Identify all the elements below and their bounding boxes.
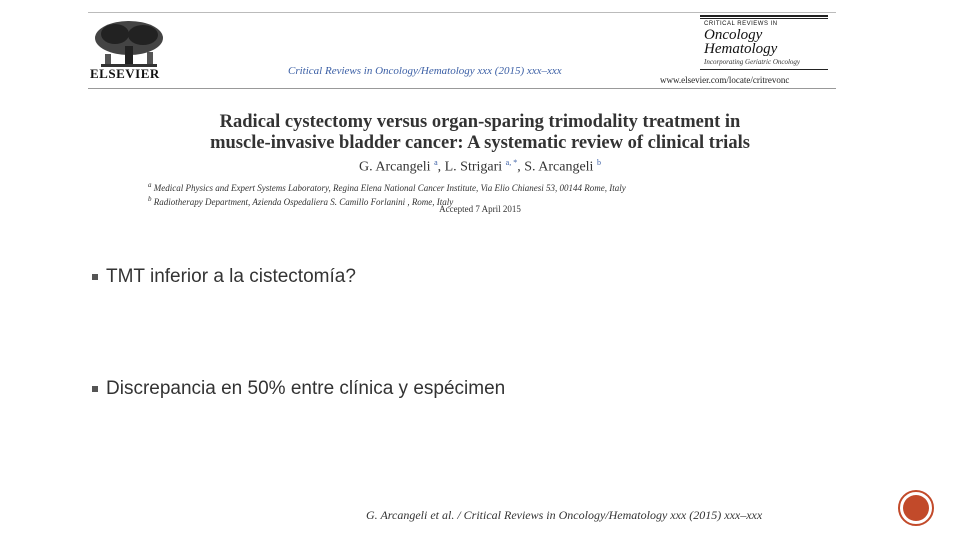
cover-kicker: CRITICAL REVIEWS IN (704, 21, 778, 27)
affiliation-item: $^b$ Radiotherapy Department, Azienda Ospedaliera S. Camillo Forlanini , Rome, Italy (148, 195, 454, 207)
bullet-item (92, 266, 356, 288)
author-affiliation-mark: b (596, 158, 601, 167)
journal-reference: Critical Reviews in Oncology/Hematology xxx (2015) xxx–xxx (288, 65, 562, 77)
author-list: G. Arcangeli $^a$, L. Strigari $^{a, *}$, S. Arcangeli $^b$ (359, 158, 601, 175)
bullet-text: Discrepancia en 50% entre clínica y espécimen (106, 378, 506, 399)
header-top-rule (88, 12, 836, 13)
author-affiliation-mark: a, * (505, 158, 518, 167)
author-affiliation-mark: a (434, 158, 438, 167)
bullet-square-icon (92, 274, 98, 280)
bullet-item (92, 378, 505, 400)
cover-subtitle: Incorporating Geriatric Oncology (704, 58, 801, 66)
cover-title-oncology: Oncology (704, 27, 763, 43)
cover-title-hematology: Hematology (704, 41, 778, 57)
journal-cover (700, 15, 828, 73)
badge-circle-icon (903, 495, 929, 521)
elsevier-tree-logo-icon (91, 18, 167, 72)
slide-number-badge (898, 490, 934, 526)
author-name: L. Strigari (444, 159, 503, 175)
footer-citation: G. Arcangeli et al. / Critical Reviews in Oncology/Hematology xxx (2015) xxx–xxx (366, 508, 763, 522)
bullet-text: TMT inferior a la cistectomía? (106, 266, 356, 287)
journal-url: www.elsevier.com/locate/critrevonc (660, 75, 790, 85)
header-bottom-rule (88, 88, 836, 89)
article-title (100, 112, 860, 154)
author-name: G. Arcangeli (359, 159, 431, 175)
bullet-square-icon (92, 386, 98, 392)
journal-header (88, 12, 836, 90)
author-name: S. Arcangeli (524, 159, 594, 175)
article-title-line-1: Radical cystectomy versus organ-sparing trimodality treatment in (219, 112, 741, 132)
article-title-block (100, 112, 860, 176)
article-title-line-2: muscle-invasive bladder cancer: A systematic review of clinical trials (210, 133, 750, 153)
accepted-date: Accepted 7 April 2015 (439, 204, 521, 214)
affiliation-item: $^a$ Medical Physics and Expert Systems Laboratory, Regina Elena National Cancer Institute, Via Elio Chianesi 53, 00144 Rome, Italy (148, 181, 626, 193)
publisher-wordmark: ELSEVIER (90, 66, 160, 81)
